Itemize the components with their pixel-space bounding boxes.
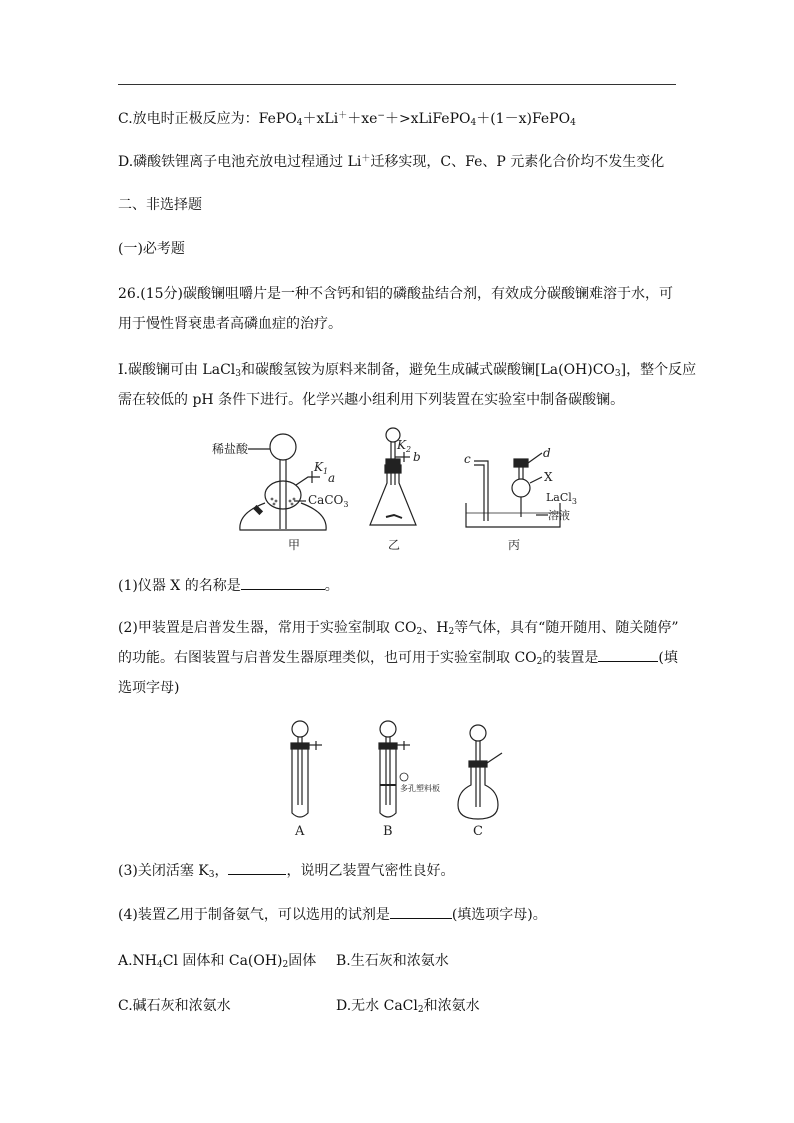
part1-line2: 需在较低的 pH 条件下进行。化学兴趣小组利用下列装置在实验室中制备碳酸镧。 <box>118 392 625 408</box>
label-b: b <box>413 450 421 464</box>
q3-line <box>118 860 454 886</box>
label-a-option: A <box>295 824 305 839</box>
label-a: a <box>328 471 336 485</box>
option-b-reagent: B.生石灰和浓氨水 <box>336 953 449 969</box>
label-d: d <box>543 446 551 460</box>
option-a-reagent <box>118 950 316 976</box>
label-k1: $K_1$ <box>314 460 329 476</box>
header-rule <box>118 84 676 85</box>
superscript: ＋ <box>338 111 348 121</box>
label-yi: 乙 <box>388 538 401 552</box>
option-c-line <box>118 105 576 134</box>
text: D.磷酸铁锂离子电池充放电过程通过 Li <box>118 154 362 170</box>
text: (3)关闭活塞 K <box>118 863 209 879</box>
q1-line <box>118 575 339 597</box>
apparatus-b <box>379 721 410 817</box>
trough-apparatus <box>466 453 560 527</box>
text: ， <box>214 863 229 879</box>
apparatus-figure-1 <box>208 425 588 559</box>
q26-line1: 26.(15分)碳酸镧咀嚼片是一种不含钙和铝的磷酸盐结合剂，有效成分碳酸镧难溶于水，可 <box>118 286 674 302</box>
subscript: 4 <box>470 118 477 128</box>
text: 等气体，具有“随开随用、随关随停” <box>454 620 679 636</box>
label-b-option: B <box>383 824 393 839</box>
subscript: 2 <box>417 1005 424 1015</box>
q26-line2: 用于慢性肾衰患者高磷血症的治疗。 <box>118 316 342 332</box>
label-bing: 丙 <box>508 538 521 552</box>
apparatus-a <box>291 721 322 817</box>
subscript: 2 <box>282 960 289 970</box>
text: ＋(1－x)FePO <box>476 111 571 127</box>
text: 的装置是 <box>542 650 599 666</box>
label-k2: $K_2$ <box>397 438 412 454</box>
text: C.放电时正极反应为：FePO <box>118 111 297 127</box>
text: 固体 <box>288 953 317 969</box>
superscript: ＋ <box>361 154 371 164</box>
label-jia: 甲 <box>288 538 301 552</box>
q2-line2 <box>118 647 678 673</box>
text: 迁移实现，C、Fe、P 元素化合价均不发生变化 <box>370 154 665 170</box>
subscript: 4 <box>296 118 303 128</box>
apparatus-c <box>458 725 502 819</box>
text: 和碳酸氢铵为原料来制备，避免生成碱式碳酸镧[La(OH)CO <box>241 362 615 378</box>
text: ＋>xLiFePO <box>384 111 471 127</box>
text: (填选项字母)。 <box>451 907 547 923</box>
part1-line1 <box>118 359 696 385</box>
section-heading: 二、非选择题 <box>118 197 202 213</box>
label-x: X <box>544 470 553 484</box>
option-d-reagent <box>336 995 480 1021</box>
label-caco3: CaCO$_3$ <box>308 493 349 509</box>
text: ＋xLi <box>302 111 339 127</box>
subscript: 3 <box>235 369 241 379</box>
q2-line3: 选项字母) <box>118 680 180 696</box>
q2-line1 <box>118 617 679 643</box>
answer-blank-2[interactable] <box>598 647 658 662</box>
subscript: 4 <box>157 960 163 970</box>
text: A.NH <box>118 953 158 969</box>
text: ，说明乙装置气密性良好。 <box>286 863 455 879</box>
text: (1)仪器 X 的名称是 <box>118 578 241 594</box>
label-c-option: C <box>473 824 483 839</box>
text: (4)装置乙用于制备氨气，可以选用的试剂是 <box>118 907 390 923</box>
subscript: 3 <box>208 870 215 880</box>
text: 和浓氨水 <box>423 998 480 1014</box>
text: ＋xe <box>347 111 378 127</box>
answer-blank-4[interactable] <box>390 904 452 919</box>
subscript: 4 <box>570 118 576 128</box>
subscript: 3 <box>614 369 621 379</box>
label-solution: 溶液 <box>548 509 570 522</box>
text: (填 <box>658 650 678 666</box>
answer-blank-1[interactable] <box>241 575 325 590</box>
text: Cl 固体和 Ca(OH) <box>162 953 283 969</box>
text: I.碳酸镧可由 LaCl <box>118 362 236 378</box>
label-dilute-hcl: 稀盐酸 <box>212 442 249 456</box>
superscript: − <box>377 111 385 121</box>
subscript: 2 <box>416 627 423 637</box>
q4-line <box>118 904 547 926</box>
answer-blank-3[interactable] <box>228 860 286 875</box>
subscript: 2 <box>536 657 543 667</box>
subsection-heading: (一)必考题 <box>118 241 185 257</box>
text: 、H <box>422 620 449 636</box>
text: 的功能。右图装置与启普发生器原理类似，也可用于实验室制取 CO <box>118 650 537 666</box>
option-c-reagent: C.碱石灰和浓氨水 <box>118 998 231 1014</box>
text: D.无水 CaCl <box>336 998 418 1014</box>
option-d-line <box>118 148 664 173</box>
text: ]，整个反应 <box>620 362 697 378</box>
label-c: c <box>464 452 471 466</box>
label-lacl3: LaCl$_3$ <box>546 491 577 506</box>
label-porous-plate: 多孔塑料板 <box>400 784 440 793</box>
text: 。 <box>324 578 339 594</box>
text: (2)甲装置是启普发生器，常用于实验室制取 CO <box>118 620 417 636</box>
apparatus-figure-2 <box>278 715 518 844</box>
subscript: 2 <box>448 627 455 637</box>
flask-apparatus <box>370 428 416 525</box>
